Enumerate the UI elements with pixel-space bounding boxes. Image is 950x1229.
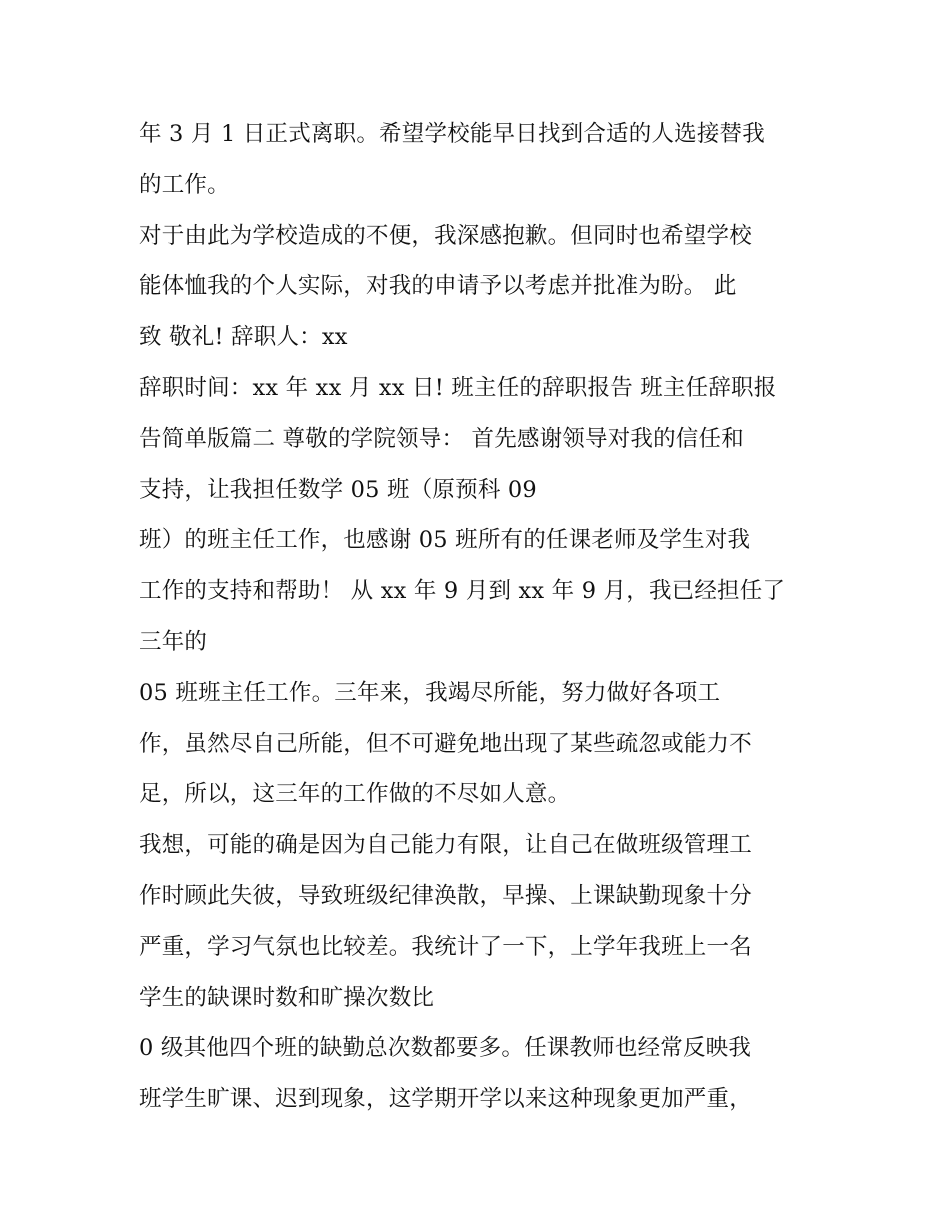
text-line: 作，虽然尽自己所能，但不可避免地出现了某些疏忽或能力不 xyxy=(139,730,752,757)
text-line: 作时顾此失彼，导致班级纪律涣散，早操、上课缺勤现象十分 xyxy=(139,882,752,909)
text-line: 的工作。 xyxy=(139,171,230,198)
text-line: 严重，学习气氛也比较差。我统计了一下，上学年我班上一名 xyxy=(139,933,752,960)
text-line: 支持，让我担任数学 05 班（原预科 09 xyxy=(139,476,537,503)
text-line: 致 敬礼! 辞职人：xx xyxy=(139,324,348,351)
text-line: 年 3 月 1 日正式离职。希望学校能早日找到合适的人选接替我 xyxy=(139,121,765,147)
text-line: 三年的 xyxy=(139,628,208,655)
text-line: 学生的缺课时数和旷操次数比 xyxy=(139,984,435,1011)
text-line: 班）的班主任工作，也感谢 05 班所有的任课老师及学生对我 xyxy=(139,527,751,554)
text-line: 05 班班主任工作。三年来，我竭尽所能，努力做好各项工 xyxy=(139,679,721,706)
text-line: 对于由此为学校造成的不便，我深感抱歉。但同时也希望学校 xyxy=(139,222,752,249)
text-line: 能体恤我的个人实际，对我的申请予以考虑并批准为盼。 此 xyxy=(139,273,737,300)
text-line: 工作的支持和帮助！ 从 xx 年 9 月到 xx 年 9 月，我已经担任了 xyxy=(139,578,786,605)
text-line: 我想，可能的确是因为自己能力有限，让自己在做班级管理工 xyxy=(139,832,752,859)
text-line: 告简单版篇二 尊敬的学院领导： 首先感谢领导对我的信任和 xyxy=(139,425,744,452)
text-line: 班学生旷课、迟到现象，这学期开学以来这种现象更加严重， xyxy=(139,1086,752,1113)
text-line: 足，所以，这三年的工作做的不尽如人意。 xyxy=(139,781,571,808)
document-body xyxy=(139,109,819,1125)
text-line: 0 级其他四个班的缺勤总次数都要多。任课教师也经常反映我 xyxy=(139,1035,752,1062)
text-line: 辞职时间：xx 年 xx 月 xx 日! 班主任的辞职报告 班主任辞职报 xyxy=(139,374,777,401)
